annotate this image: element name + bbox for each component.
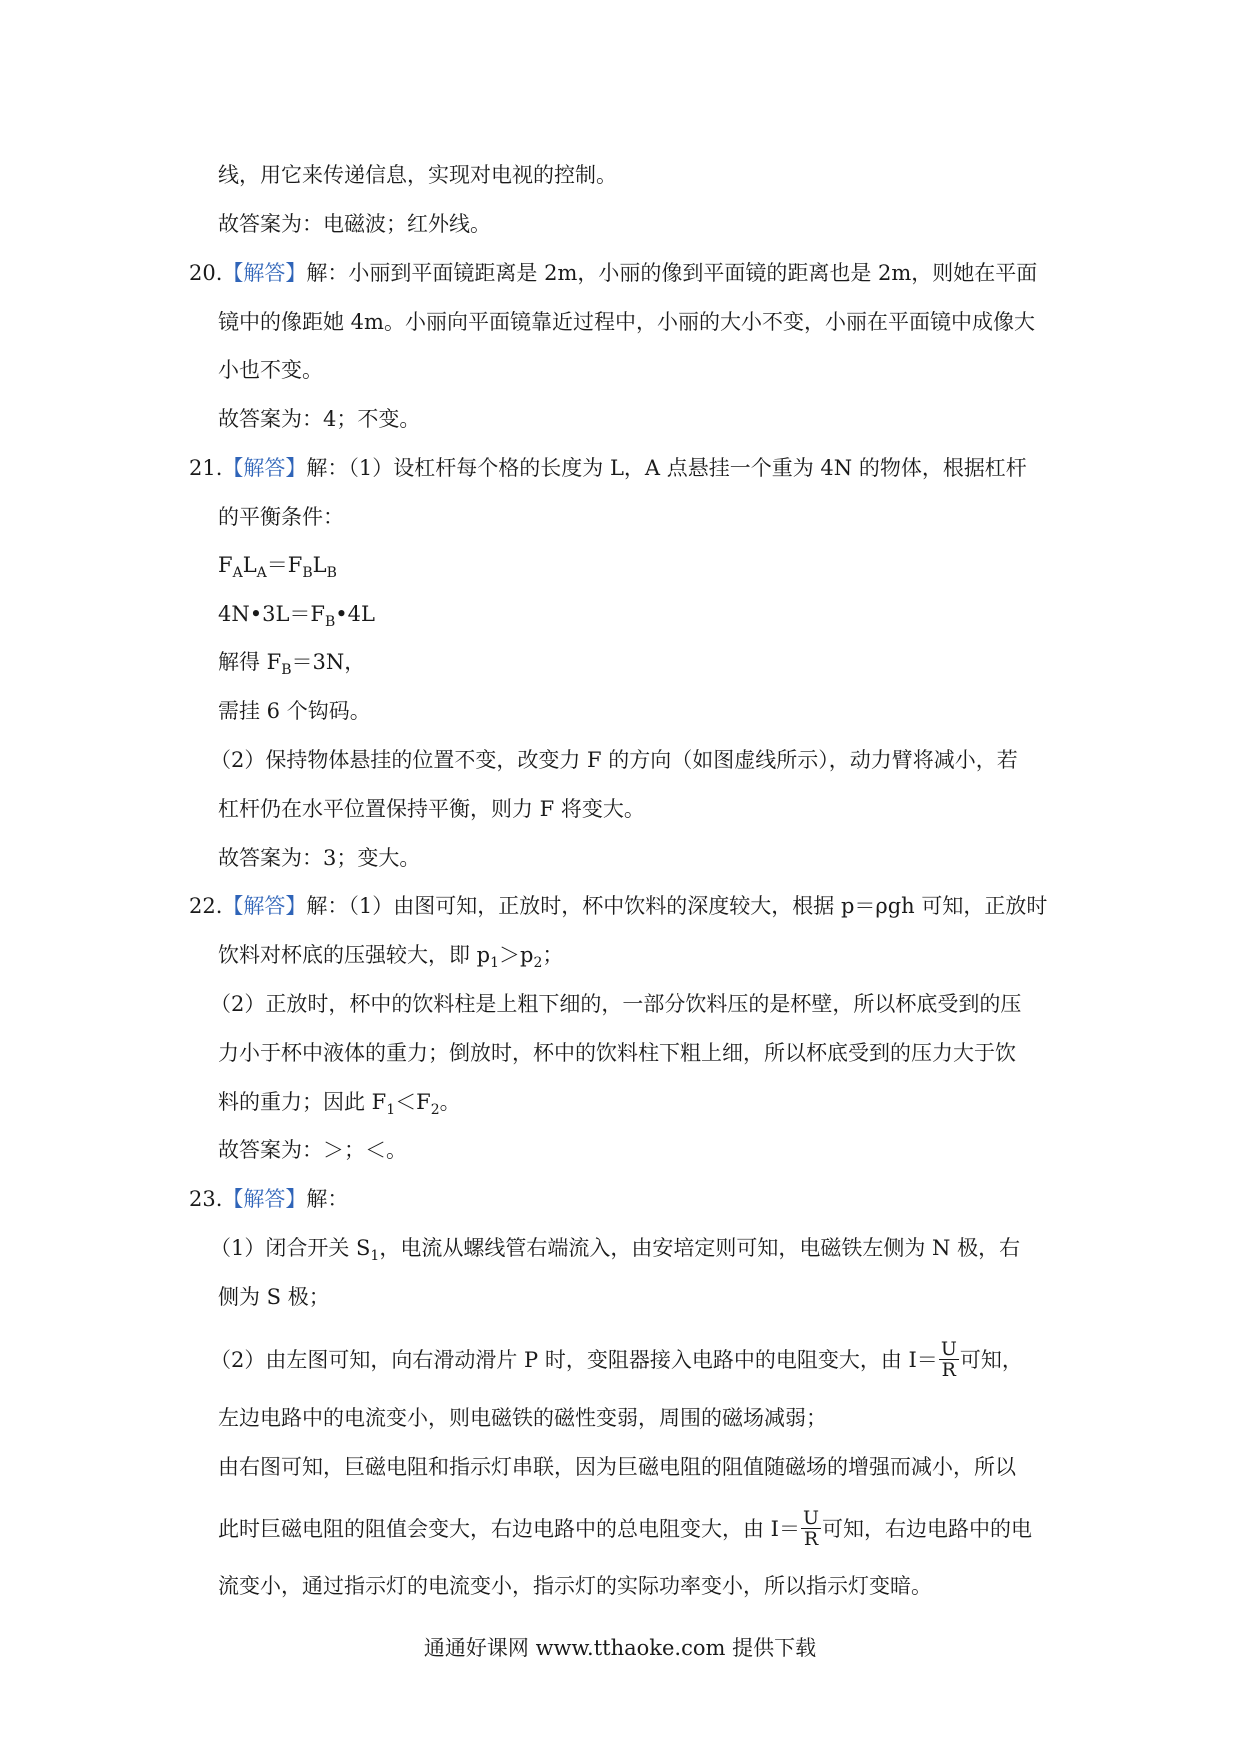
subscript: A [256,565,267,581]
text-line: 杠杆仍在水平位置保持平衡，则力 F 将变大。 [218,797,645,821]
formula-part: F [218,553,233,577]
formula-part: （1）闭合开关 S [210,1236,371,1260]
subscript: B [281,662,292,678]
text-line: 的平衡条件： [218,505,344,529]
question-text: 解： [306,1187,349,1211]
answer-tag: 【解答】 [222,1187,307,1211]
formula-part: ＜F [395,1090,431,1114]
fraction [939,1339,959,1380]
question-number: 23. [189,1187,223,1211]
text-line: 线，用它来传递信息，实现对电视的控制。 [218,163,617,187]
question-text: 解：小丽到平面镜距离是 2m，小丽的像到平面镜的距离也是 2m，则她在平面 [306,261,1038,285]
question-21-header [0,453,1240,483]
subscript: A [232,565,243,581]
formula-part: ＞p [499,943,534,967]
text-line: 小也不变。 [218,358,323,382]
formula-part: 解得 F [218,650,282,674]
formula-line [0,1087,1240,1125]
text-line: （2）正放时，杯中的饮料柱是上粗下细的，一部分饮料压的是杯壁，所以杯底受到的压 [210,992,1022,1016]
text-line: 左边电路中的电流变小，则电磁铁的磁性变弱，周围的磁场减弱； [218,1406,827,1430]
subscript: 1 [386,1102,396,1118]
text-line: 需挂 6 个钩码。 [218,699,371,723]
fraction-denominator: R [803,1528,819,1550]
text-line: （2）保持物体悬挂的位置不变，改变力 F 的方向（如图虚线所示），动力臂将减小，若 [210,748,1018,772]
formula-line [0,647,1240,685]
formula-part: L [242,553,257,577]
subscript: B [326,565,337,581]
answer-tag: 【解答】 [222,261,307,285]
formula-line [0,1233,1240,1271]
formula-line [0,550,1240,588]
text-line: 侧为 S 极； [218,1285,330,1309]
formula-part: ＝F [266,553,303,577]
footer-watermark: 通通好课网 www.tthaoke.com 提供下载 [423,1636,817,1660]
formula-part: 可知， [959,1348,1023,1372]
answer-line: 故答案为：＞；＜。 [218,1138,407,1162]
answer-line: 故答案为：电磁波；红外线。 [218,212,491,236]
question-23-header [0,1184,1240,1214]
fraction [801,1508,821,1549]
subscript: 1 [490,955,500,971]
formula-line [0,1507,1240,1551]
question-20-header [0,258,1240,288]
answer-line: 故答案为：3；变大。 [218,846,421,870]
formula-part: 料的重力；因此 F [218,1090,387,1114]
question-22-header [0,891,1240,921]
question-number: 22. [189,894,223,918]
formula-part: ； [542,943,564,967]
question-text: 解：（1）由图可知，正放时，杯中饮料的深度较大，根据 p＝ρgh 可知，正放时 [306,894,1048,918]
subscript: 2 [533,955,543,971]
subscript: B [302,565,313,581]
formula-part: 饮料对杯底的压强较大，即 p [218,943,491,967]
formula-part: 。 [439,1090,461,1114]
formula-line [0,940,1240,978]
formula-line [0,1338,1240,1382]
formula-part: •4L [335,602,375,626]
answer-tag: 【解答】 [222,456,307,480]
formula-part: 此时巨磁电阻的阻值会变大，右边电路中的总电阻变大，由 I＝ [218,1517,800,1541]
text-line: 由右图可知，巨磁电阻和指示灯串联，因为巨磁电阻的阻值随磁场的增强而减小，所以 [218,1455,1016,1479]
fraction-numerator: U [802,1507,819,1529]
formula-part: ＝3N， [291,650,366,674]
subscript: B [325,614,336,630]
answer-line: 故答案为：4；不变。 [218,407,421,431]
subscript: 1 [370,1248,380,1264]
formula-part: L [312,553,327,577]
text-line: 流变小，通过指示灯的电流变小，指示灯的实际功率变小，所以指示灯变暗。 [218,1574,932,1598]
formula-line [0,599,1240,637]
fraction-denominator: R [941,1359,956,1381]
formula-part: （2）由左图可知，向右滑动滑片 P 时，变阻器接入电路中的电阻变大，由 I＝ [210,1348,938,1372]
subscript: 2 [430,1102,440,1118]
formula-part: ，电流从螺线管右端流入，由安培定则可知，电磁铁左侧为 N 极，右 [379,1236,1021,1260]
question-number: 20. [189,261,223,285]
answer-tag: 【解答】 [222,894,307,918]
text-line: 镜中的像距她 4m。小丽向平面镜靠近过程中，小丽的大小不变，小丽在平面镜中成像大 [218,310,1035,334]
formula-part: 4N•3L＝F [218,602,325,626]
fraction-numerator: U [940,1338,957,1360]
question-text: 解：（1）设杠杆每个格的长度为 L，A 点悬挂一个重为 4N 的物体，根据杠杆 [306,456,1027,480]
formula-part: 可知，右边电路中的电 [821,1517,1032,1541]
question-number: 21. [189,456,223,480]
text-line: 力小于杯中液体的重力；倒放时，杯中的饮料柱下粗上细，所以杯底受到的压力大于饮 [218,1041,1016,1065]
